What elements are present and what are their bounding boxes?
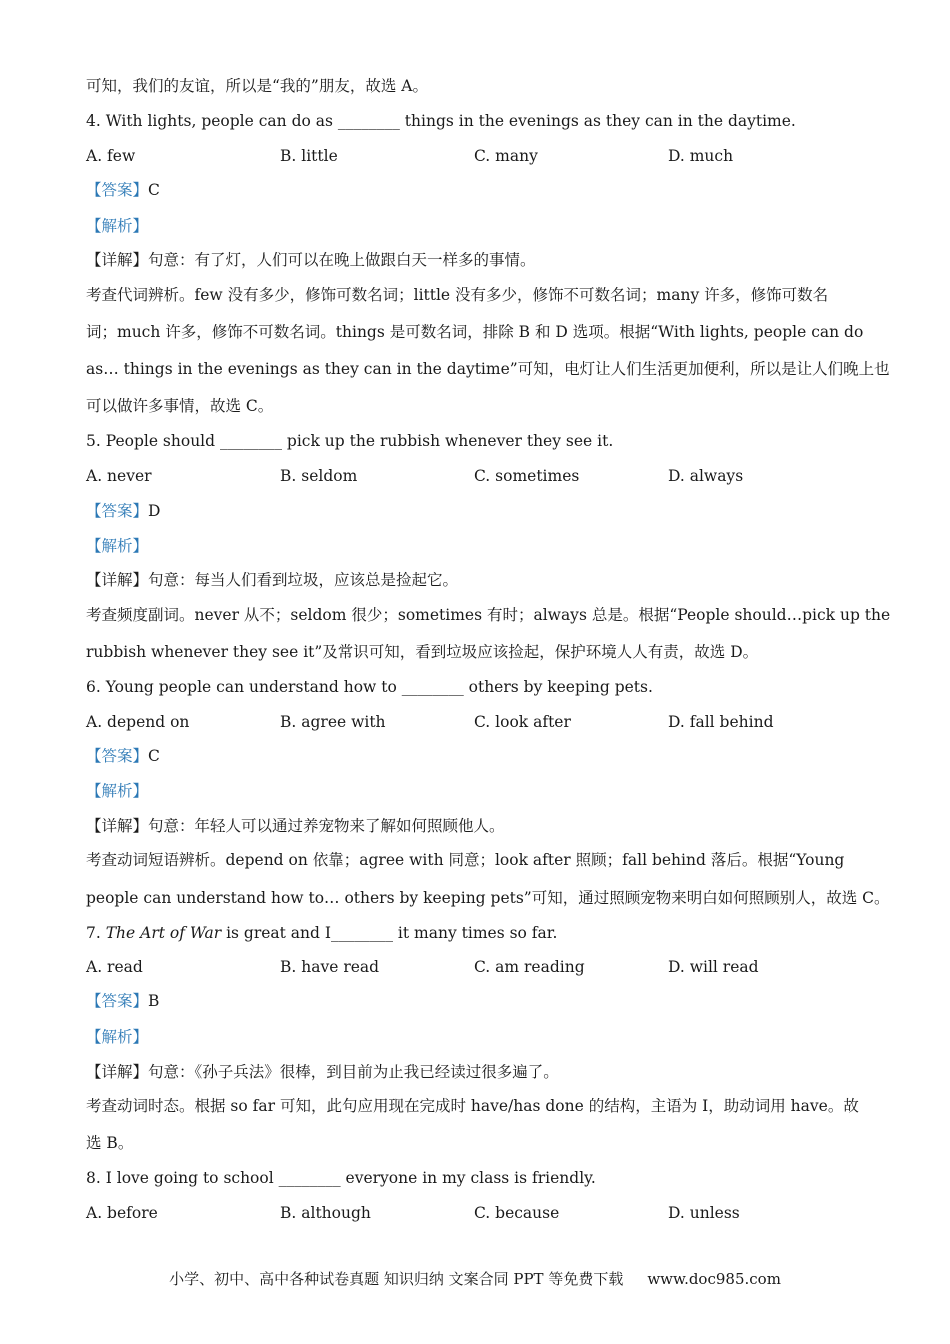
question-7-options (86, 957, 862, 977)
question-7-answer (86, 991, 159, 1011)
question-5-explanation-line: 考查频度副词。never 从不；seldom 很少；sometimes 有时；always 总是。根据“People should…pick up the (86, 606, 891, 624)
option-c: C. sometimes (474, 467, 580, 485)
question-7-analysis-tag: 【解析】 (86, 1028, 149, 1046)
question-4-explanation-line: as… things in the evenings as they can in the daytime”可知，电灯让人们生活更加便利，所以是让人们晚上也 (86, 360, 890, 378)
answer-tag: 【答案】 (86, 747, 149, 765)
option-b: B. seldom (280, 467, 358, 485)
question-6-answer (86, 746, 160, 766)
question-4-explanation-line: 考查代词辨析。few 没有多少，修饰可数名词；little 没有多少，修饰不可数名词；many 许多，修饰可数名 (86, 286, 829, 304)
detail-text: 句意：《孙子兵法》很棒，到目前为止我已经读过很多遍了。 (148, 1063, 559, 1081)
footer-text: 小学、初中、高中各种试卷真题 知识归纳 文案合同 PPT 等免费下载 (169, 1270, 624, 1288)
question-7-detail (86, 1062, 559, 1082)
question-5-detail (86, 570, 458, 590)
question-6-options (86, 712, 862, 732)
question-8-options (86, 1203, 862, 1223)
detail-text: 句意：年轻人可以通过养宠物来了解如何照顾他人。 (148, 817, 505, 835)
option-b: B. little (280, 147, 338, 165)
question-4-analysis-tag: 【解析】 (86, 217, 149, 235)
detail-tag: 【详解】 (86, 571, 149, 589)
option-a: A. depend on (86, 713, 190, 731)
answer-value: C (148, 747, 160, 765)
option-d: D. unless (668, 1204, 740, 1222)
question-4-stem: 4. With lights, people can do as ________ things in the evenings as they can in the daytime. (86, 112, 796, 130)
question-5-stem: 5. People should ________ pick up the rubbish whenever they see it. (86, 432, 614, 450)
answer-tag: 【答案】 (86, 992, 149, 1010)
option-c: C. because (474, 1204, 560, 1222)
question-4-explanation-line: 词；much 许多，修饰不可数名词。things 是可数名词，排除 B 和 D 选项。根据“With lights, people can do (86, 323, 864, 341)
detail-tag: 【详解】 (86, 251, 149, 269)
detail-text: 句意：每当人们看到垃圾，应该总是捡起它。 (148, 571, 459, 589)
detail-tag: 【详解】 (86, 1063, 149, 1081)
question-4-options (86, 146, 862, 166)
question-4-answer (86, 180, 160, 200)
question-6-analysis-tag: 【解析】 (86, 782, 149, 800)
option-d: D. fall behind (668, 713, 774, 731)
answer-value: C (148, 181, 160, 199)
question-4-detail (86, 250, 536, 270)
option-a: A. read (86, 958, 143, 976)
option-c: C. am reading (474, 958, 585, 976)
answer-value: B (148, 992, 160, 1010)
question-5-analysis-tag: 【解析】 (86, 537, 149, 555)
question-6-stem: 6. Young people can understand how to ________ others by keeping pets. (86, 678, 653, 696)
answer-value: D (148, 502, 161, 520)
question-6-explanation-line: 考查动词短语辨析。depend on 依靠；agree with 同意；look after 照顾；fall behind 落后。根据“Young (86, 851, 845, 869)
question-5-answer (86, 501, 160, 521)
option-c: C. many (474, 147, 538, 165)
question-4-explanation-line: 可以做许多事情，故选 C。 (86, 397, 274, 415)
option-b: B. although (280, 1204, 371, 1222)
stem-suffix: is great and I________ it many times so far. (221, 924, 558, 942)
option-d: D. always (668, 467, 744, 485)
option-d: D. much (668, 147, 734, 165)
question-5-explanation-line: rubbish whenever they see it”及常识可知，看到垃圾应该捡起，保护环境人人有责，故选 D。 (86, 643, 759, 661)
stem-prefix: 7. (86, 924, 106, 942)
option-b: B. have read (280, 958, 380, 976)
option-b: B. agree with (280, 713, 386, 731)
option-c: C. look after (474, 713, 571, 731)
detail-tag: 【详解】 (86, 817, 149, 835)
question-6-detail (86, 816, 505, 836)
page-footer (0, 1269, 950, 1289)
intro-text: 可知，我们的友谊，所以是“我的”朋友，故选 A。 (86, 77, 428, 95)
option-a: A. before (86, 1204, 158, 1222)
option-a: A. few (86, 147, 136, 165)
question-5-options (86, 466, 862, 486)
question-8-stem: 8. I love going to school ________ everyone in my class is friendly. (86, 1169, 596, 1187)
footer-url[interactable]: www.doc985.com (647, 1270, 781, 1288)
answer-tag: 【答案】 (86, 181, 149, 199)
question-6-explanation-line: people can understand how to… others by keeping pets”可知，通过照顾宠物来明白如何照顾别人，故选 C。 (86, 889, 890, 907)
question-7-stem (86, 923, 557, 943)
option-d: D. will read (668, 958, 759, 976)
question-7-explanation-line: 选 B。 (86, 1134, 134, 1152)
book-title: The Art of War (105, 924, 222, 942)
question-7-explanation-line: 考查动词时态。根据 so far 可知，此句应用现在完成时 have/has done 的结构，主语为 I，助动词用 have。故 (86, 1097, 859, 1115)
answer-tag: 【答案】 (86, 502, 149, 520)
option-a: A. never (86, 467, 152, 485)
detail-text: 句意：有了灯，人们可以在晚上做跟白天一样多的事情。 (148, 251, 536, 269)
